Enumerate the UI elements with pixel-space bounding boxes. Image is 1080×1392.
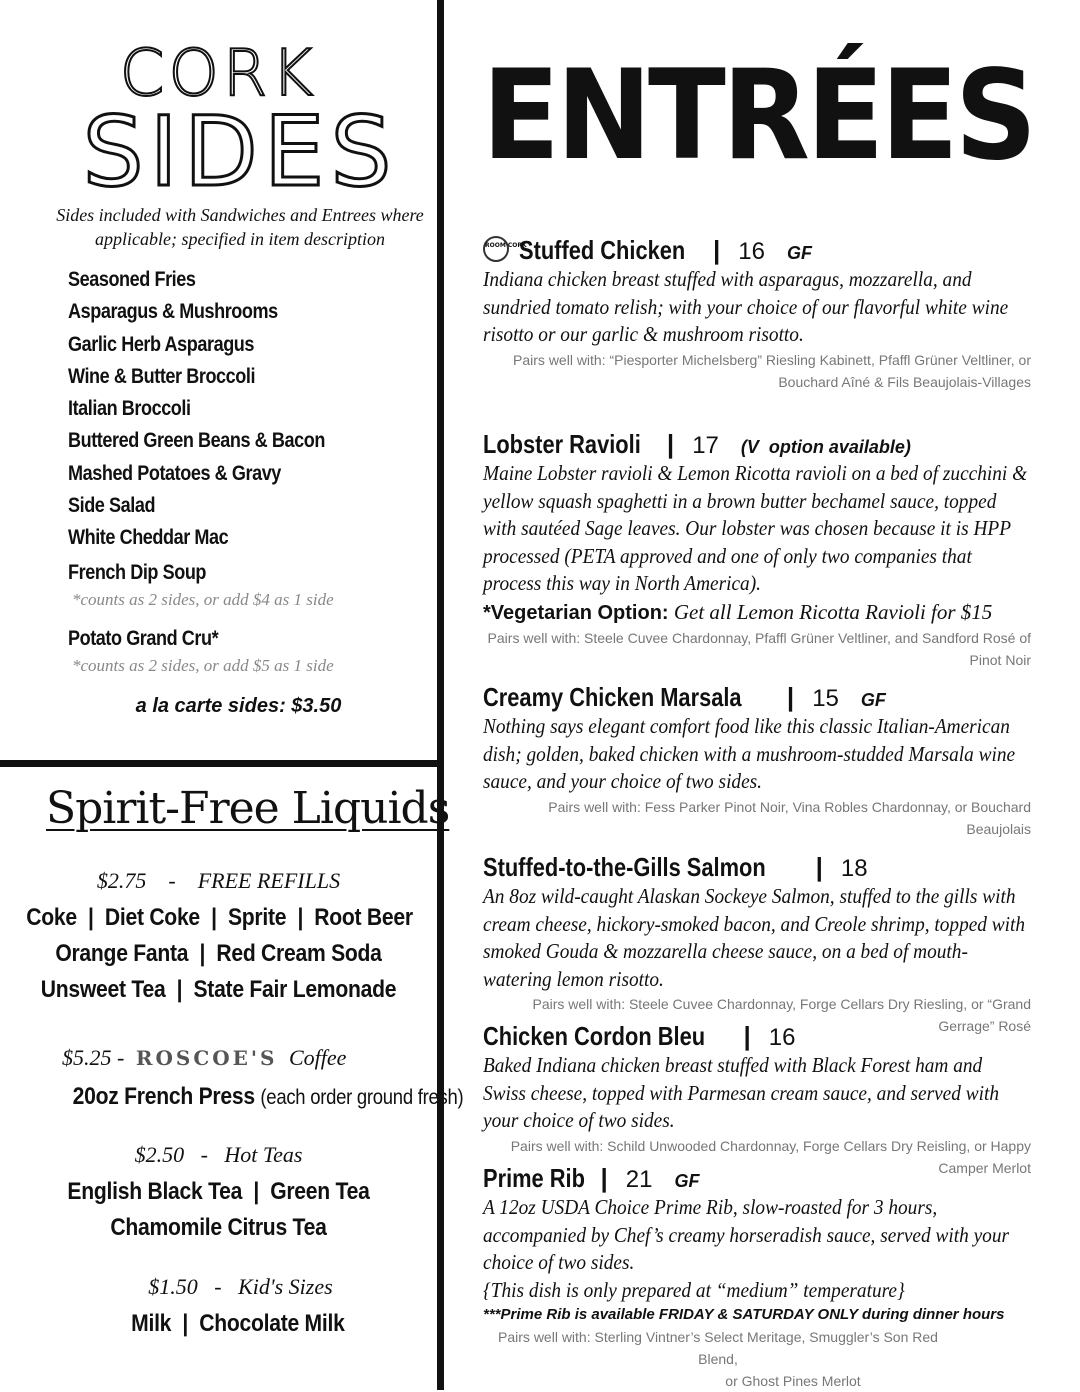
entree-pairing-line: Pairs well with: Schild Unwooded Chardonnay, Forge Cellars Dry Reisling, or Happy Camper Merlot bbox=[510, 1137, 1031, 1176]
entree-pairing bbox=[483, 796, 1031, 840]
entree-pairing-line: Pairs well with: “Piesporter Michelsberg” Riesling Kabinett, Pfaffl Grüner Veltliner, or bbox=[513, 351, 1031, 368]
soda-line: Orange Fanta | Red Cream Soda bbox=[55, 940, 382, 967]
tea-label: Hot Teas bbox=[224, 1142, 303, 1167]
entree-header bbox=[483, 428, 1031, 460]
entree-tag: GF bbox=[860, 690, 886, 710]
entree-availability-notice: ***Prime Rib is available FRIDAY & SATURDAY ONLY during dinner hours bbox=[483, 1306, 1005, 1323]
side-item: White Cheddar Mac bbox=[68, 526, 229, 550]
entree-pairing-line: or Ghost Pines Merlot bbox=[725, 1373, 861, 1389]
sides-title-top: CORK bbox=[119, 37, 318, 111]
room-cork-logo-icon: ROOM CORK bbox=[483, 236, 509, 262]
side-item-note: *counts as 2 sides, or add $5 as 1 side bbox=[72, 655, 334, 675]
entree-name: Chicken Cordon Bleu bbox=[483, 1021, 706, 1051]
entree-pairing-line: Pairs well with: Fess Parker Pinot Noir, Vina Robles Chardonnay, or Bouchard Beaujolais bbox=[548, 798, 1031, 837]
entree-header bbox=[483, 681, 1031, 713]
kids-dash: - bbox=[214, 1274, 222, 1299]
entree-name: Stuffed-to-the-Gills Salmon bbox=[483, 852, 766, 882]
side-item: Garlic Herb Asparagus bbox=[68, 332, 255, 356]
a-la-carte-price: a la carte sides: $3.50 bbox=[135, 695, 342, 717]
tea-price-line bbox=[0, 1142, 437, 1168]
entree-salmon bbox=[483, 851, 1031, 1037]
entree-price: 21 bbox=[625, 1166, 653, 1193]
entree-separator: | bbox=[786, 682, 795, 712]
sides-section bbox=[0, 0, 437, 760]
entree-pairing-line: Pairs well with: Steele Cuvee Chardonnay, Pfaffl Grüner Veltliner, and Sandford Rosé of Pinot Noir bbox=[487, 629, 1031, 668]
entree-tag: GF bbox=[787, 243, 812, 263]
entree-separator: | bbox=[743, 1021, 751, 1051]
french-press-line bbox=[73, 1083, 464, 1111]
sides-note bbox=[40, 203, 440, 251]
side-item: Seasoned Fries bbox=[68, 268, 196, 291]
entree-prime-rib bbox=[483, 1162, 1031, 1392]
entree-description: Baked Indiana chicken breast stuffed with Black Forest ham and Swiss cheese, topped with Parmesan cream sauce, and served with your choice of two sides. bbox=[483, 1053, 1000, 1132]
side-item-special: French Dip Soup bbox=[68, 560, 207, 584]
tea-line: English Black Tea | Green Tea bbox=[67, 1178, 370, 1205]
entree-pairing-line: Pairs well with: Steele Cuvee Chardonnay, Forge Cellars Dry Riesling, or “Grand Gerrage” Rosé bbox=[532, 996, 1031, 1034]
side-item: Italian Broccoli bbox=[68, 397, 191, 421]
entrees-title: ENTRÉES bbox=[482, 44, 1034, 188]
entree-chicken-marsala bbox=[483, 681, 1031, 840]
entree-name: Stuffed Chicken bbox=[519, 235, 686, 265]
soda-line: Unsweet Tea | State Fair Lemonade bbox=[40, 976, 397, 1003]
entree-pairing bbox=[483, 627, 1031, 671]
entree-tag: (V option available) bbox=[740, 437, 911, 457]
entree-header bbox=[483, 1162, 1031, 1194]
entree-separator: | bbox=[600, 1163, 608, 1193]
coffee-label: Coffee bbox=[288, 1045, 347, 1070]
entree-description: A 12oz USDA Choice Prime Rib, slow-roasted for 3 hours, accompanied by Chef’s creamy horseradish sauce, served with your choice of two sides. bbox=[483, 1195, 1010, 1274]
side-item-note: *counts as 2 sides, or add $4 as 1 side bbox=[72, 589, 334, 609]
side-item: Side Salad bbox=[68, 494, 156, 518]
entree-price: 16 bbox=[768, 1024, 796, 1051]
soda-line: Coke | Diet Coke | Sprite | Root Beer bbox=[26, 904, 413, 931]
side-item: Wine & Butter Broccoli bbox=[68, 364, 256, 388]
tea-dash: - bbox=[200, 1142, 208, 1167]
entree-description: Maine Lobster ravioli & Lemon Ricotta ravioli on a bed of zucchini & yellow squash spaghetti in a brown butter bechamel sauce, topped with sautéed Sage leaves. Our lobster was chosen because it is HPP processed (PETA approved and one of only two companies that process this way in North America). bbox=[483, 461, 1028, 595]
sides-title-main: SIDES bbox=[82, 96, 398, 208]
horizontal-divider bbox=[0, 760, 440, 767]
coffee-price: $5.25 bbox=[62, 1045, 112, 1070]
entree-stuffed-chicken bbox=[483, 234, 1031, 393]
coffee-price-line bbox=[62, 1045, 346, 1071]
kids-label: Kid's Sizes bbox=[238, 1274, 333, 1299]
entree-separator: | bbox=[666, 429, 675, 459]
soda-dash: - bbox=[168, 868, 176, 893]
entree-tag: GF bbox=[674, 1171, 700, 1191]
tea-line: Chamomile Citrus Tea bbox=[110, 1214, 327, 1241]
side-item: Buttered Green Beans & Bacon bbox=[68, 429, 325, 453]
kids-line: Milk | Chocolate Milk bbox=[131, 1310, 345, 1337]
roscoes-logo: ROSCOE'S bbox=[135, 1046, 278, 1070]
entree-description: Nothing says elegant comfort food like this classic Italian-American dish; golden, baked chicken with a mushroom-studded Marsala wine sauce, and your choice of two sides. bbox=[483, 714, 1016, 793]
entree-lobster-ravioli bbox=[483, 428, 1031, 671]
entree-price: 15 bbox=[812, 685, 839, 712]
entree-cordon-bleu bbox=[483, 1020, 1031, 1179]
entree-price: 17 bbox=[692, 432, 719, 459]
entree-price: 16 bbox=[738, 238, 765, 265]
sides-note-line1: Sides included with Sandwiches and Entrees where bbox=[56, 205, 424, 225]
french-press-note: (each order ground fresh) bbox=[260, 1086, 464, 1109]
soda-price-line bbox=[0, 868, 437, 894]
entree-separator: | bbox=[713, 235, 721, 265]
side-item: Asparagus & Mushrooms bbox=[68, 300, 278, 324]
kids-price: $1.50 bbox=[148, 1274, 198, 1299]
entree-header bbox=[483, 1020, 1031, 1052]
entree-pairing-line: Bouchard Aîné & Fils Beaujolais-Villages bbox=[778, 373, 1031, 390]
vegetarian-option bbox=[483, 598, 1031, 627]
vegetarian-option-text: Get all Lemon Ricotta Ravioli for $15 bbox=[673, 599, 993, 624]
sides-list bbox=[68, 264, 408, 687]
side-item: Mashed Potatoes & Gravy bbox=[68, 461, 281, 485]
entree-name: Lobster Ravioli bbox=[483, 429, 641, 459]
vegetarian-option-label: *Vegetarian Option: bbox=[483, 601, 669, 624]
soda-label: FREE REFILLS bbox=[197, 868, 341, 893]
entree-name: Prime Rib bbox=[483, 1163, 585, 1193]
side-item-special: Potato Grand Cru* bbox=[68, 626, 219, 650]
entree-separator: | bbox=[815, 852, 823, 882]
kids-price-line bbox=[0, 1274, 437, 1300]
sides-note-line2: applicable; specified in item description bbox=[95, 229, 385, 249]
french-press-name: 20oz French Press bbox=[72, 1083, 255, 1110]
entree-description: Indiana chicken breast stuffed with asparagus, mozzarella, and sundried tomato relish; with your choice of our flavorful white wine risotto or our garlic & mushroom risotto. bbox=[483, 267, 1009, 346]
coffee-dash: - bbox=[117, 1045, 125, 1070]
soda-price: $2.75 bbox=[96, 868, 147, 893]
entree-description-note: {This dish is only prepared at “medium” temperature} bbox=[483, 1277, 905, 1302]
entree-price: 18 bbox=[840, 855, 868, 882]
entree-header bbox=[483, 234, 1031, 266]
spirit-free-title: Spirit-Free Liquids bbox=[46, 783, 450, 834]
entree-header bbox=[483, 851, 1031, 883]
entree-pairing bbox=[483, 1326, 953, 1392]
entree-name: Creamy Chicken Marsala bbox=[483, 682, 742, 712]
tea-price: $2.50 bbox=[134, 1142, 185, 1167]
entree-description: An 8oz wild-caught Alaskan Sockeye Salmon, stuffed to the gills with cream cheese, hickory-smoked bacon, and Creole shrimp, topped with smoked Gouda & mozzarella cheese sauce, on a bed of mouth-watering lemon risotto. bbox=[483, 884, 1026, 991]
entree-pairing bbox=[483, 349, 1031, 393]
entree-pairing-line: Pairs well with: Sterling Vintner’s Select Meritage, Smuggler’s Son Red Blend, bbox=[498, 1329, 938, 1367]
